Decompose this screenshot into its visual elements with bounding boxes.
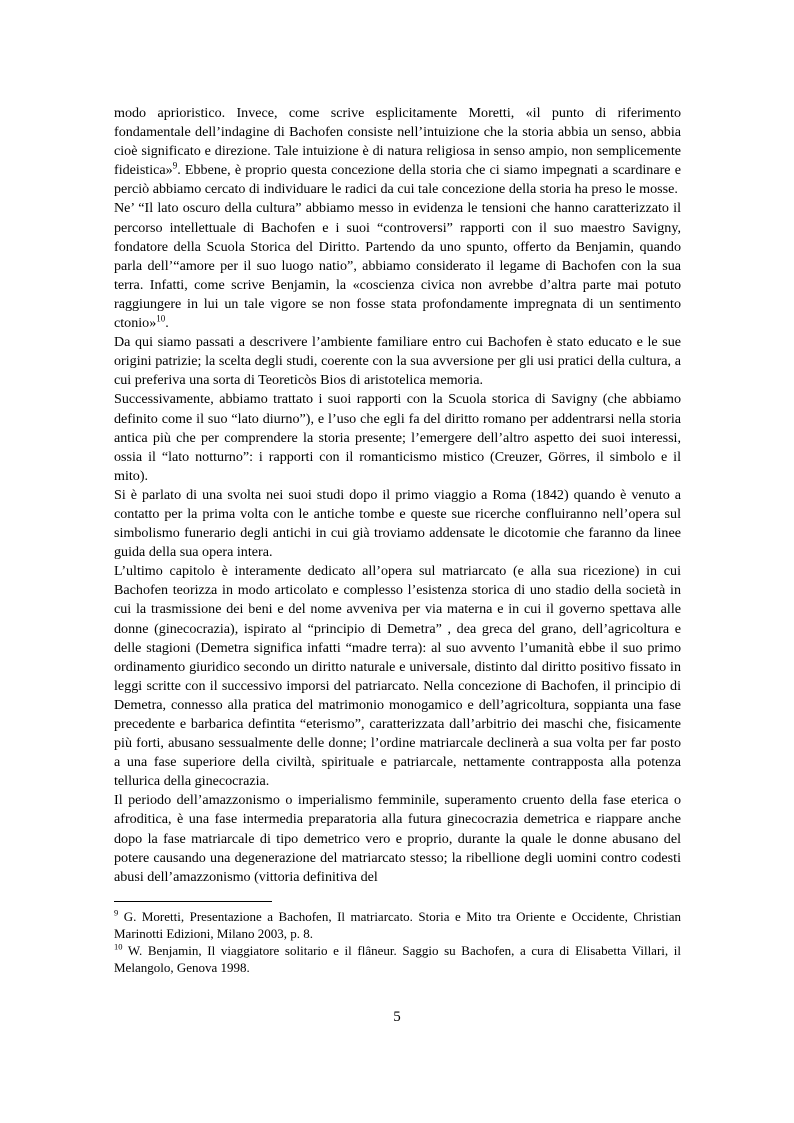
paragraph-4: Successivamente, abbiamo trattato i suoi rapporti con la Scuola storica di Savigny (che abbiamo definito come il suo “lato diurno”), e l’uso che egli fa del diritto romano per addentrarsi nella storia antica più che per comprendere la storia presente; l’emergere dell’altro aspetto dei suoi interessi, ossia il “lato notturno”: i rapporti con il romanticismo mistico (Creuzer, Görres, il simbolo e il mito). — [114, 391, 681, 484]
footnote-ref-10[interactable]: 10 — [156, 313, 166, 324]
paragraph-7: Il periodo dell’amazzonismo o imperialismo femminile, superamento cruento della fase eterica o afroditica, è una fase intermedia preparatoria alla futura ginecocrazia demetrica e riappare anche dopo la fase matriarcale di tipo demetrico vero e proprio, durante la quale le donne abusano del potere causando una degenerazione del matriarcato stesso; la ribellione degli uomini contro codesti abusi dell’amazzonismo (vittoria definitiva del — [114, 792, 681, 885]
footnote-number: 10 — [114, 941, 123, 952]
footnote-text: W. Benjamin, Il viaggiatore solitario e il flâneur. Saggio su Bachofen, a cura di Elisabetta Villari, il Melangolo, Genova 1998. — [114, 943, 681, 976]
body-text — [114, 104, 681, 887]
page-content — [114, 104, 681, 977]
footnotes — [114, 908, 681, 977]
footnote-9 — [114, 908, 681, 942]
footnote-10 — [114, 942, 681, 976]
page-number: 5 — [393, 1009, 401, 1025]
paragraph-2: Ne’ “Il lato oscuro della cultura” abbiamo messo in evidenza le tensioni che hanno caratterizzato il percorso intellettuale di Bachofen e i suoi “controversi” rapporti con il suo maestro Savigny, fondatore della Scuola Storica del Diritto. Partendo da uno spunto, offerto da Benjamin, quando parla dell’“amore per il suo luogo natio”, abbiamo considerato il legame di Bachofen con la sua terra. Infatti, come scrive Benjamin, la «coscienza civica non avrebbe d’altra parte mai potuto raggiungere in lui un tale vigore se non fosse stata profondamente impregnata di un sentimento ctonio»$^{10}$. — [114, 200, 681, 332]
paragraph-3: Da qui siamo passati a descrivere l’ambiente familiare entro cui Bachofen è stato educato e le sue origini patrizie; la scelta degli studi, coerente con la sua avversione per gli usi pratici della cultura, a cui preferiva una sorta di Teoreticòs Bios di aristotelica memoria. — [114, 334, 681, 389]
paragraph-6: L’ultimo capitolo è interamente dedicato all’opera sul matriarcato (e alla sua ricezione) in cui Bachofen teorizza in modo articolato e complesso l’esistenza storica di uno stadio della società in cui la trasmissione dei beni e del nome avveniva per via materna e in cui il governo spettava alle donne (ginecocrazia), ispirato al “principio di Demetra” , dea greca del grano, dell’agricoltura e delle stagioni (Demetra significa infatti “madre terra): al suo avvento l’umanità ebbe il suo primo ordinamento giuridico secondo un diritto naturale e universale, distinto dal diritto positivo fissato in leggi scritte con il successivo imporsi del patriarcato. Nella concezione di Bachofen, il principio di Demetra, connesso alla pratica del matrimonio monogamico e dell’agricoltura, soppianta una fase precedente e barbarica defintita “eterismo”, caratterizzata dall’arbitrio dei maschi che, fisicamente più forti, abusano sessualmente delle donne; l’ordine matriarcale declinerà a sua volta per far posto a una fase superiore della civiltà, spirituale e patriarcale, nettamente contrapposta alla potenza tellurica della ginecocrazia. — [114, 563, 681, 790]
footnote-divider — [114, 901, 272, 902]
footnote-text: G. Moretti, Presentazione a Bachofen, Il matriarcato. Storia e Mito tra Oriente e Occidente, Christian Marinotti Edizioni, Milano 2003, p. 8. — [114, 908, 681, 942]
footnote-ref-9[interactable]: 9 — [172, 160, 178, 171]
footnote-number: 9 — [114, 907, 119, 918]
paragraph-1: modo aprioristico. Invece, come scrive esplicitamente Moretti, «il punto di riferimento fondamentale dell’indagine di Bachofen consiste nell’intuizione che la storia abbia un senso, abbia cioè significato e direzione. Tale intuizione è di natura religiosa in senso ampio, non semplicemente fideistica»$^9$. Ebbene, è proprio questa concezione della storia che ci siamo impegnati a scardinare e perciò abbiamo cercato di individuare le radici da cui tale concezione della storia ha preso le mosse. — [114, 105, 681, 198]
paragraph-5: Si è parlato di una svolta nei suoi studi dopo il primo viaggio a Roma (1842) quando è venuto a contatto per la prima volta con le antiche tombe e queste sue ricerche confluiranno nell’opera sul simbolismo funerario degli antichi in cui già troviamo addensate le dicotomie che faranno da linee guida della sua opera intera. — [114, 486, 681, 561]
